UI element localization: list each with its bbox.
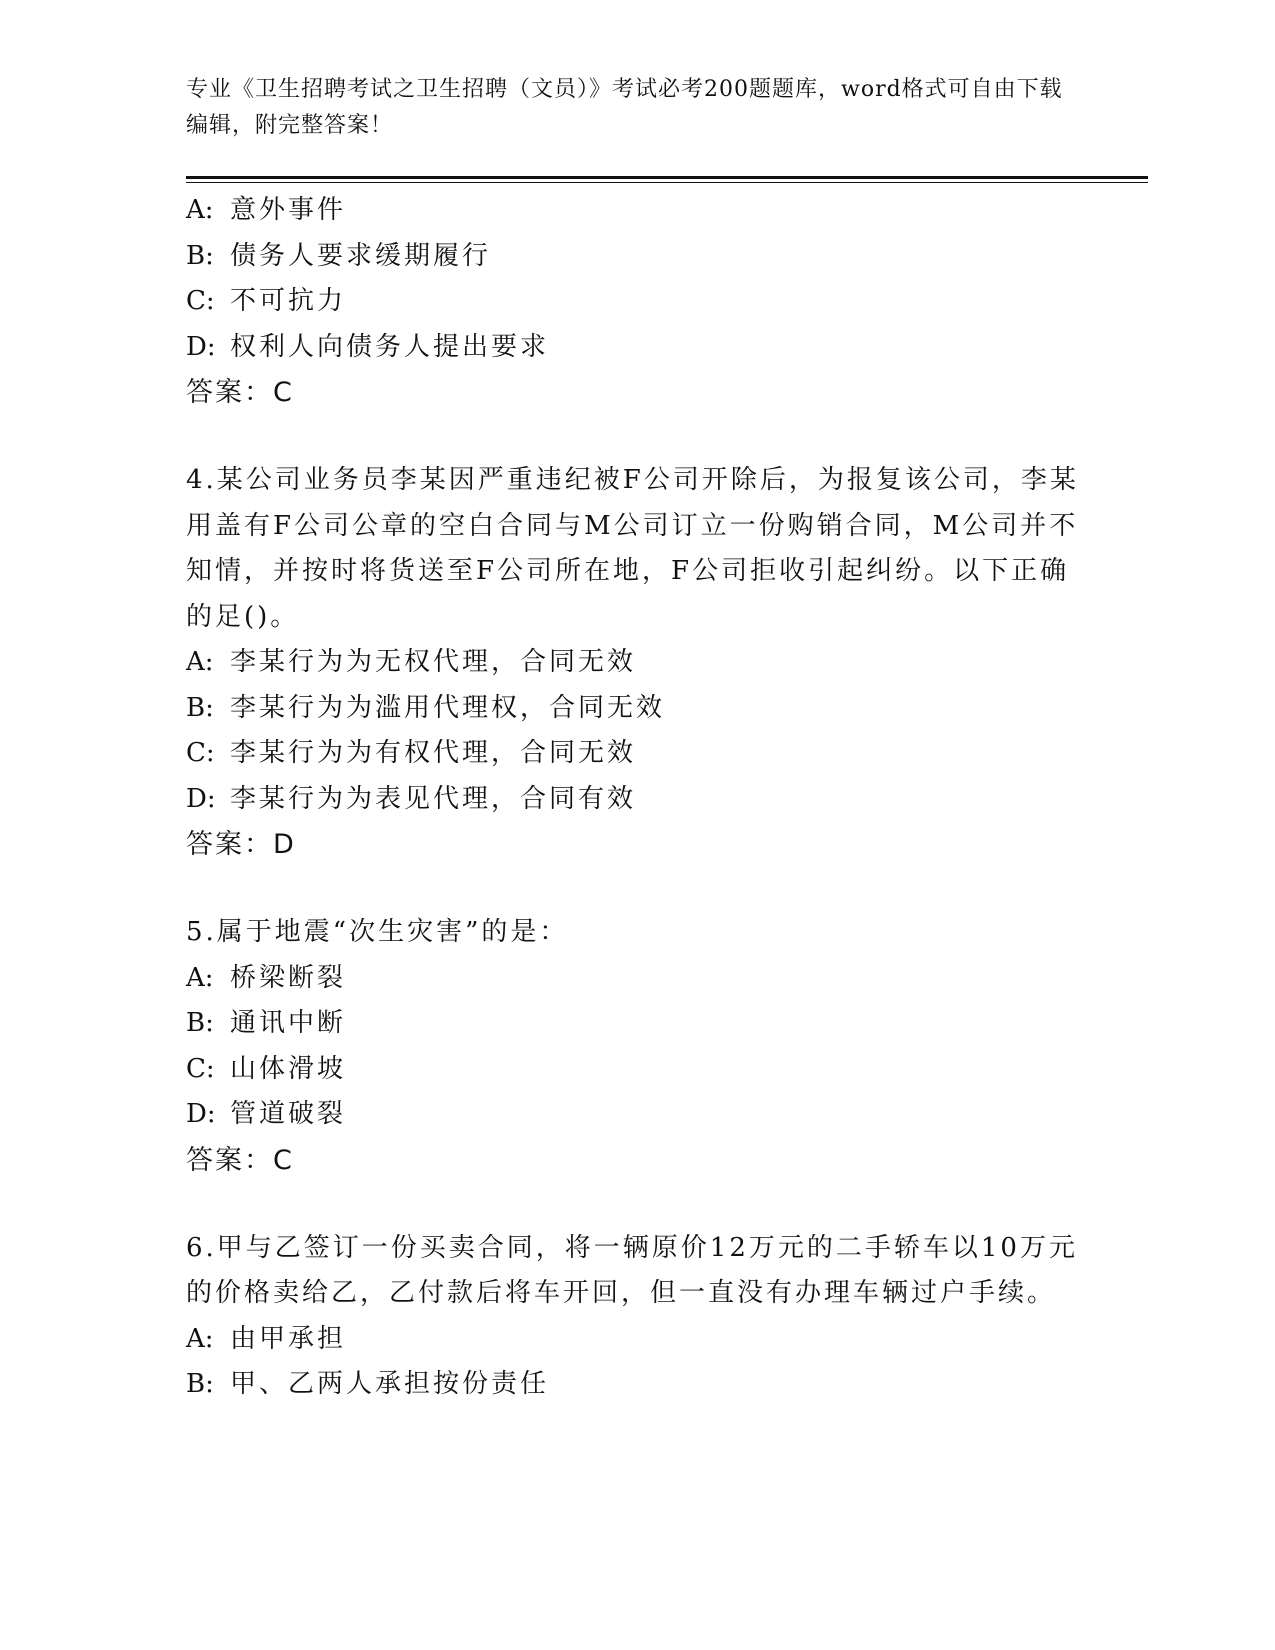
option-b — [186, 1001, 1086, 1047]
question-5-block — [186, 910, 1086, 1184]
option-text: 管道破裂 — [230, 1099, 347, 1129]
option-key: A: — [186, 962, 214, 993]
option-text: 山体滑坡 — [230, 1053, 347, 1084]
option-key: B: — [186, 240, 214, 271]
option-key: B: — [186, 1369, 214, 1399]
header-rule-thick — [186, 176, 1148, 179]
option-text: 李某行为为滥用代理权，合同无效 — [230, 692, 666, 723]
option-text: 甲、乙两人承担按份责任 — [230, 1369, 550, 1399]
option-key: A: — [186, 647, 214, 677]
option-text: 李某行为为表见代理，合同有效 — [230, 783, 637, 814]
option-c — [186, 1047, 1086, 1093]
option-key: D: — [186, 1099, 216, 1129]
option-key: B: — [186, 1008, 214, 1038]
option-b — [186, 686, 1086, 732]
option-text: 李某行为为有权代理，合同无效 — [230, 738, 637, 768]
option-key: D: — [186, 331, 216, 362]
answer-line: 答案：C — [186, 377, 294, 408]
document-header: 专业《卫生招聘考试之卫生招聘（文员）》考试必考200题题库，word格式可自由下载编辑，附完整答案！ — [186, 77, 1063, 138]
option-c — [186, 279, 1086, 325]
question-stem: 6.甲与乙签订一份买卖合同，将一辆原价12万元的二手轿车以10万元的价格卖给乙，乙付款后将车开回，但一直没有办理车辆过户手续。 — [186, 1232, 1078, 1308]
question-list — [186, 188, 1086, 1408]
option-d — [186, 777, 1086, 823]
option-key: A: — [186, 195, 214, 225]
question-stem: 4.某公司业务员李某因严重违纪被F公司开除后，为报复该公司，李某用盖有F公司公章的空白合同与M公司订立一份购销合同，M公司并不知情，并按时将货送至F公司所在地，F公司拒收引起纠纷。以下正确的足()。 — [186, 465, 1079, 632]
option-text: 通讯中断 — [230, 1008, 347, 1038]
header-rule-thin — [186, 182, 1148, 183]
option-key: D: — [186, 783, 216, 814]
option-a — [186, 956, 1086, 1002]
option-text: 桥梁断裂 — [230, 962, 347, 993]
option-b — [186, 234, 1086, 280]
question-4-block — [186, 458, 1086, 868]
option-text: 由甲承担 — [230, 1323, 347, 1354]
option-text: 意外事件 — [230, 195, 347, 225]
answer-line: 答案：D — [186, 829, 296, 860]
question-stem: 5.属于地震“次生灾害”的是： — [186, 917, 569, 947]
option-key: A: — [186, 1323, 214, 1354]
question-3-block — [186, 188, 1086, 416]
option-text: 债务人要求缓期履行 — [230, 240, 492, 271]
option-text: 李某行为为无权代理，合同无效 — [230, 647, 637, 677]
option-key: B: — [186, 692, 214, 723]
option-a — [186, 188, 1086, 234]
option-d — [186, 325, 1086, 371]
option-key: C: — [186, 1053, 215, 1084]
question-6-block — [186, 1226, 1086, 1408]
option-text: 不可抗力 — [230, 286, 347, 316]
option-a — [186, 640, 1086, 686]
option-c — [186, 731, 1086, 777]
option-text: 权利人向债务人提出要求 — [230, 331, 550, 362]
option-key: C: — [186, 286, 215, 316]
answer-line: 答案：C — [186, 1144, 294, 1176]
option-key: C: — [186, 738, 215, 768]
option-a — [186, 1317, 1086, 1363]
option-b — [186, 1362, 1086, 1408]
option-d — [186, 1092, 1086, 1138]
